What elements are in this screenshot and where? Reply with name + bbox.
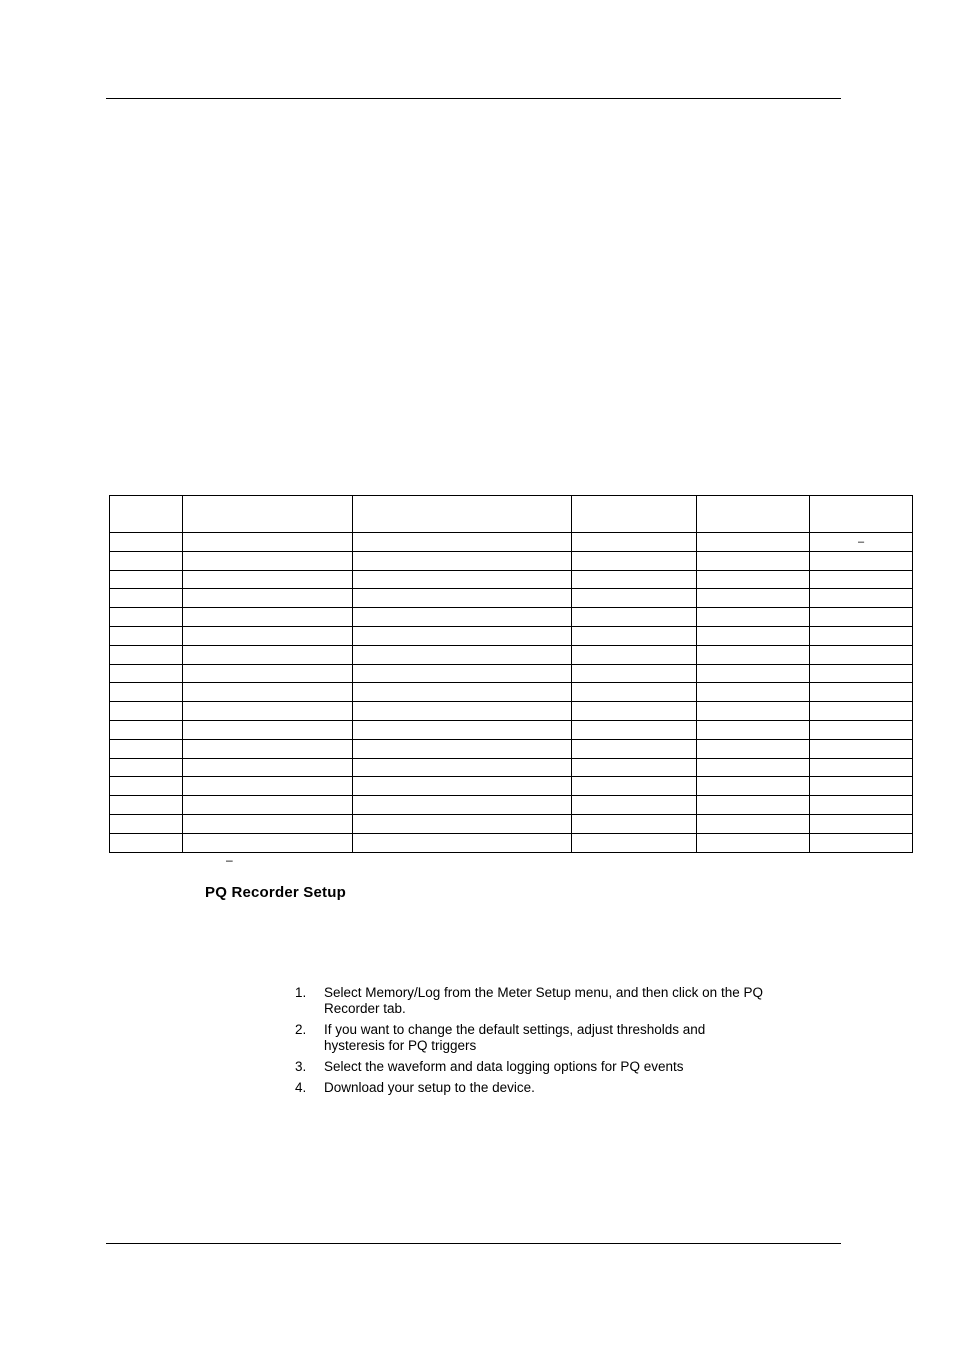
step-text: Download your setup to the device. bbox=[324, 1080, 535, 1095]
table-row bbox=[110, 645, 913, 664]
table-cell bbox=[110, 796, 183, 815]
table-row bbox=[110, 758, 913, 777]
table-cell bbox=[697, 533, 810, 552]
table-cell bbox=[810, 758, 913, 777]
table-header-row bbox=[110, 496, 913, 533]
table-cell bbox=[810, 570, 913, 589]
table-cell bbox=[353, 533, 572, 552]
table-cell bbox=[810, 589, 913, 608]
table-cell bbox=[183, 645, 353, 664]
table-cell bbox=[697, 608, 810, 627]
table-cell: – bbox=[810, 533, 913, 552]
table-row bbox=[110, 533, 913, 552]
table-cell bbox=[810, 645, 913, 664]
table-cell bbox=[183, 814, 353, 833]
table-row bbox=[110, 796, 913, 815]
table-cell bbox=[572, 645, 697, 664]
table-cell bbox=[572, 739, 697, 758]
table-cell bbox=[353, 626, 572, 645]
table-cell bbox=[810, 814, 913, 833]
step-text: Select Memory/Log from the Meter Setup menu, and then click on the PQ Recorder tab. bbox=[324, 985, 763, 1016]
table-cell bbox=[697, 683, 810, 702]
table-cell bbox=[183, 551, 353, 570]
table-cell bbox=[110, 533, 183, 552]
table-cell bbox=[572, 833, 697, 852]
table-cell bbox=[810, 833, 913, 852]
table-cell bbox=[183, 720, 353, 739]
table-row bbox=[110, 702, 913, 721]
table-cell bbox=[697, 758, 810, 777]
table-cell bbox=[353, 608, 572, 627]
table-header-cell bbox=[572, 496, 697, 533]
table-header-cell bbox=[353, 496, 572, 533]
step-number: 1. bbox=[295, 985, 307, 1000]
table-row bbox=[110, 814, 913, 833]
table-cell bbox=[353, 720, 572, 739]
table-cell bbox=[183, 796, 353, 815]
list-item bbox=[295, 985, 765, 1017]
table-cell bbox=[353, 702, 572, 721]
table-cell bbox=[353, 758, 572, 777]
table-cell bbox=[183, 683, 353, 702]
table-cell bbox=[810, 551, 913, 570]
table-cell bbox=[810, 664, 913, 683]
table-cell bbox=[572, 626, 697, 645]
table-cell bbox=[572, 683, 697, 702]
table-cell bbox=[110, 720, 183, 739]
table-header-cell bbox=[110, 496, 183, 533]
table-cell bbox=[697, 720, 810, 739]
table-cell bbox=[353, 570, 572, 589]
table-cell bbox=[110, 551, 183, 570]
table-note: – bbox=[226, 853, 233, 867]
table-cell bbox=[110, 664, 183, 683]
table-cell bbox=[697, 777, 810, 796]
data-table bbox=[109, 495, 913, 853]
table-cell bbox=[572, 814, 697, 833]
table-row bbox=[110, 551, 913, 570]
setup-steps-list bbox=[295, 985, 765, 1101]
table-row bbox=[110, 683, 913, 702]
table-cell bbox=[183, 702, 353, 721]
table-cell bbox=[572, 720, 697, 739]
table-cell bbox=[697, 664, 810, 683]
table-row bbox=[110, 720, 913, 739]
table-cell bbox=[110, 570, 183, 589]
table-cell bbox=[572, 777, 697, 796]
table-header-cell bbox=[697, 496, 810, 533]
table-cell bbox=[572, 758, 697, 777]
table-cell bbox=[183, 758, 353, 777]
table-cell bbox=[572, 608, 697, 627]
table-cell bbox=[810, 683, 913, 702]
table-cell bbox=[572, 589, 697, 608]
table-cell bbox=[353, 739, 572, 758]
table-cell bbox=[183, 739, 353, 758]
header-rule bbox=[106, 98, 841, 99]
table-cell bbox=[183, 833, 353, 852]
table-cell bbox=[183, 608, 353, 627]
table-cell bbox=[353, 833, 572, 852]
table-cell bbox=[110, 758, 183, 777]
table-cell bbox=[697, 589, 810, 608]
table-cell bbox=[572, 570, 697, 589]
step-number: 4. bbox=[295, 1080, 307, 1095]
table-cell bbox=[110, 739, 183, 758]
table-cell bbox=[810, 702, 913, 721]
list-item bbox=[295, 1080, 765, 1096]
table-row bbox=[110, 589, 913, 608]
table-row bbox=[110, 833, 913, 852]
step-number: 3. bbox=[295, 1059, 307, 1074]
table-row bbox=[110, 570, 913, 589]
table-cell bbox=[110, 777, 183, 796]
table-cell bbox=[697, 814, 810, 833]
table-cell bbox=[697, 739, 810, 758]
table-cell bbox=[572, 533, 697, 552]
table-cell bbox=[572, 796, 697, 815]
table-row bbox=[110, 777, 913, 796]
table-cell bbox=[183, 664, 353, 683]
table-cell bbox=[810, 796, 913, 815]
table-row bbox=[110, 739, 913, 758]
table-row bbox=[110, 664, 913, 683]
table-cell bbox=[572, 702, 697, 721]
table-cell bbox=[810, 626, 913, 645]
table-cell bbox=[572, 551, 697, 570]
step-text: Select the waveform and data logging options for PQ events bbox=[324, 1059, 684, 1074]
table-cell bbox=[183, 570, 353, 589]
table-header-cell bbox=[810, 496, 913, 533]
table-cell bbox=[110, 589, 183, 608]
section-title: PQ Recorder Setup bbox=[205, 884, 346, 901]
table-cell bbox=[353, 796, 572, 815]
table-cell bbox=[810, 608, 913, 627]
table-cell bbox=[697, 702, 810, 721]
table-cell bbox=[183, 589, 353, 608]
table-cell bbox=[697, 833, 810, 852]
table-cell bbox=[810, 720, 913, 739]
table-cell bbox=[183, 626, 353, 645]
table-cell bbox=[110, 702, 183, 721]
table-cell bbox=[697, 570, 810, 589]
table-cell bbox=[353, 683, 572, 702]
table-cell bbox=[810, 777, 913, 796]
table-cell bbox=[697, 551, 810, 570]
table-cell bbox=[110, 833, 183, 852]
table-cell bbox=[572, 664, 697, 683]
table-cell bbox=[697, 645, 810, 664]
table-cell bbox=[110, 683, 183, 702]
table-row bbox=[110, 626, 913, 645]
table-header-cell bbox=[183, 496, 353, 533]
step-text: If you want to change the default settings, adjust thresholds and hysteresis for PQ triggers bbox=[324, 1022, 706, 1053]
table-cell bbox=[697, 626, 810, 645]
table-row bbox=[110, 608, 913, 627]
table-cell bbox=[353, 664, 572, 683]
step-number: 2. bbox=[295, 1022, 307, 1037]
list-item bbox=[295, 1059, 765, 1075]
list-item bbox=[295, 1022, 765, 1054]
table-cell bbox=[353, 777, 572, 796]
table-cell bbox=[697, 796, 810, 815]
table-cell bbox=[183, 533, 353, 552]
table-cell bbox=[810, 739, 913, 758]
table-cell bbox=[353, 814, 572, 833]
footer-rule bbox=[106, 1243, 841, 1244]
table-cell bbox=[353, 645, 572, 664]
table-cell bbox=[110, 608, 183, 627]
table-cell bbox=[353, 551, 572, 570]
table-cell bbox=[110, 814, 183, 833]
table-cell bbox=[353, 589, 572, 608]
table-cell bbox=[110, 645, 183, 664]
table-cell bbox=[183, 777, 353, 796]
table-cell bbox=[110, 626, 183, 645]
